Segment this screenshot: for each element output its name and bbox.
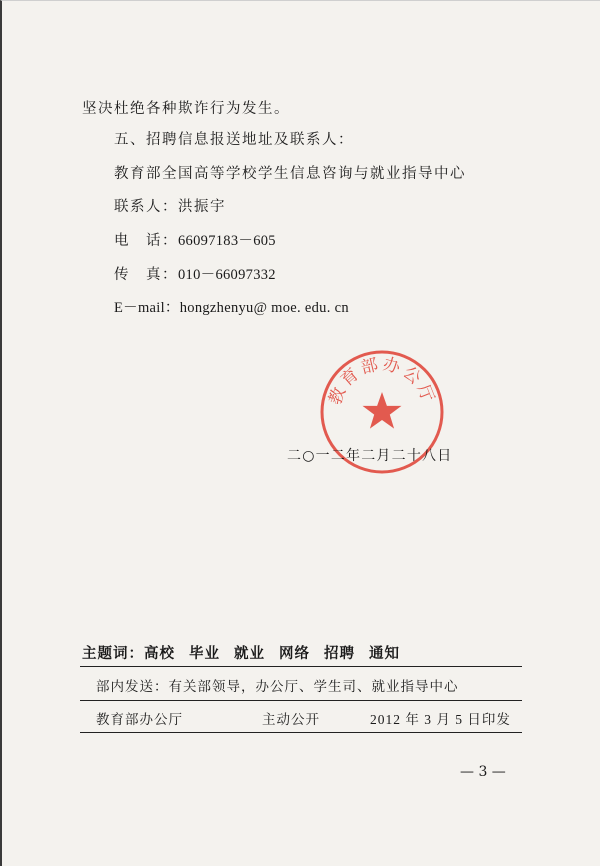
org-name: 教育部全国高等学校学生信息咨询与就业指导中心: [114, 166, 466, 182]
fax-label: 传 真：: [114, 267, 178, 283]
fax-value: 010－66097332: [178, 267, 276, 283]
keyword: 毕业: [189, 645, 220, 662]
issuer: 教育部办公厅: [96, 712, 183, 728]
keyword: 通知: [369, 645, 400, 662]
document-date: 二○一二年二月二十八日: [287, 448, 453, 464]
issue-date: 2012 年 3 月 5 日印发: [370, 712, 511, 727]
email-line: [114, 296, 349, 317]
subject-keywords: [82, 642, 414, 663]
keyword: 就业: [234, 645, 265, 662]
seal-star-icon: [363, 392, 402, 429]
email-value: hongzhenyu@ moe. edu. cn: [179, 300, 349, 316]
phone-value: 66097183－605: [178, 233, 276, 249]
page-number: — 3 —: [460, 764, 506, 780]
section-heading: 五、招聘信息报送地址及联系人：: [114, 132, 354, 148]
contact-person: 联系人：洪振宇: [114, 199, 226, 215]
email-label: E－mail：: [114, 300, 180, 316]
phone-label: 电 话：: [114, 233, 178, 249]
body-line-1: 坚决杜绝各种欺诈行为发生。: [82, 101, 290, 117]
fax-line: [114, 263, 276, 284]
divider: [80, 666, 522, 667]
divider: [80, 700, 522, 701]
disclosure-status: 主动公开: [262, 712, 320, 728]
keywords-label: 主题词：: [82, 645, 144, 662]
keyword: 网络: [279, 645, 310, 662]
keyword: 招聘: [324, 645, 355, 662]
phone-line: [114, 229, 276, 250]
keyword: 高校: [144, 645, 175, 662]
distribution-list: 部内发送：有关部领导，办公厅、学生司、就业指导中心: [96, 679, 459, 695]
seal-text: 教育部办公厅: [325, 354, 439, 408]
divider: [80, 732, 522, 733]
